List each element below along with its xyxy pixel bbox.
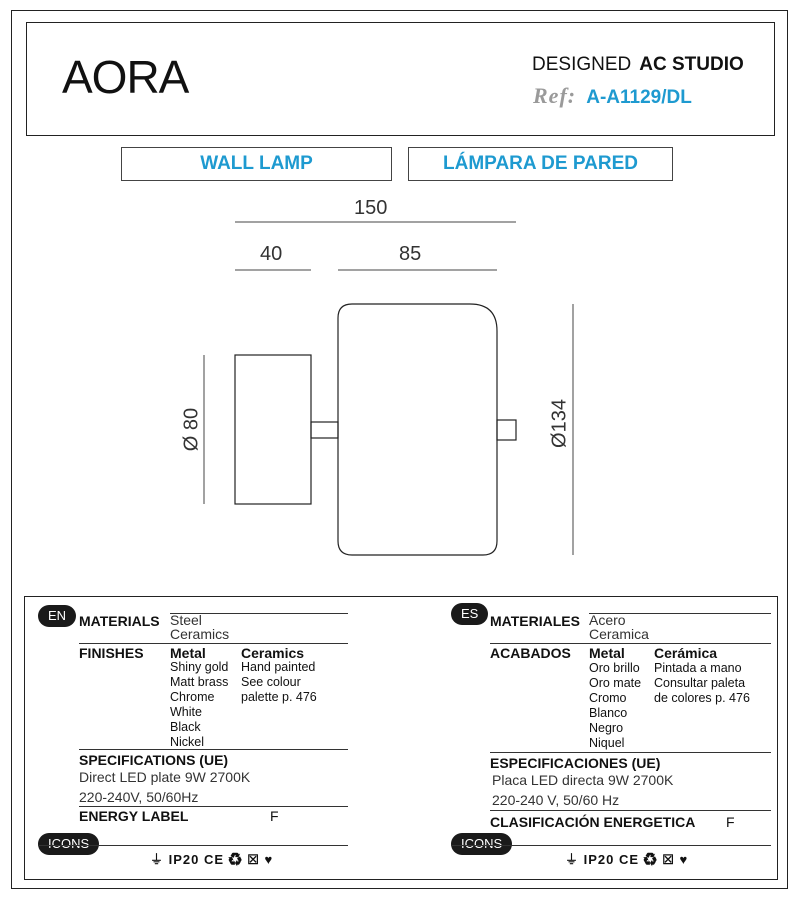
ceramics-finish-item: Consultar paleta [654, 676, 746, 690]
metal-finish-item: Blanco [589, 706, 628, 720]
spec-line-es: Placa LED directa 9W 2700K [492, 772, 674, 788]
metal-finish-item: White [170, 705, 202, 719]
ceramics-finish-item: de colores p. 476 [654, 691, 750, 705]
dim-base-diameter-label: Ø 80 [180, 407, 203, 452]
wall-base [235, 355, 311, 504]
energy-label-en: ENERGY LABEL [79, 808, 189, 824]
materials-item-es: Acero [589, 612, 626, 628]
dim-base-label: 40 [260, 243, 283, 265]
dim-shade-label: 85 [399, 243, 422, 265]
ceramics-finish-item: palette p. 476 [241, 690, 317, 704]
spec-label-en: SPECIFICATIONS (UE) [79, 752, 229, 768]
certification-icons-en: ⏚ IP20 CE ♻ ☒ ♥ [150, 852, 274, 867]
studio-name: AC STUDIO [639, 54, 744, 75]
ceramics-finish-item: Hand painted [241, 660, 316, 674]
divider [490, 643, 771, 644]
dim-total-label: 150 [354, 197, 388, 219]
materials-item-en: Ceramics [170, 626, 230, 642]
product-name: AORA [62, 51, 189, 103]
divider [490, 810, 771, 811]
metal-finish-item: Shiny gold [170, 660, 229, 674]
divider [451, 845, 771, 846]
ref-code: A-A1129/DL [586, 87, 692, 108]
metal-finish-item: Negro [589, 721, 624, 735]
ref-label: Ref: [533, 83, 577, 108]
lang-badge-es: ES [451, 603, 488, 625]
energy-value-es: F [726, 814, 735, 830]
metal-finish-item: Black [170, 720, 201, 734]
metal-finish-item: Oro brillo [589, 661, 640, 675]
divider [170, 613, 348, 614]
lang-badge-en: EN [38, 605, 76, 627]
icons-badge-en: ICONS [38, 833, 99, 855]
icons-badge-es: ICONS [451, 833, 512, 855]
name-es: LÁMPARA DE PARED [443, 153, 638, 174]
metal-finish-item: Nickel [170, 735, 205, 749]
spec-line-en: Direct LED plate 9W 2700K [79, 769, 251, 785]
metal-finish-item: Chrome [170, 690, 215, 704]
spec-line-es: 220-240 V, 50/60 Hz [492, 792, 620, 808]
ceramics-heading-es: Cerámica [654, 645, 718, 661]
finishes-label-es: ACABADOS [490, 645, 571, 661]
lamp-shade [338, 304, 497, 555]
divider [589, 613, 771, 614]
materials-item-en: Steel [170, 612, 202, 628]
energy-value-en: F [270, 808, 279, 824]
spec-line-en: 220-240V, 50/60Hz [79, 789, 199, 805]
materials-item-es: Ceramica [589, 626, 649, 642]
divider [79, 749, 348, 750]
certification-icons-es: ⏚ IP20 CE ♻ ☒ ♥ [565, 852, 689, 867]
divider [38, 845, 348, 846]
materials-label-en: MATERIALS [79, 613, 160, 629]
spec-panel [24, 596, 778, 880]
finishes-label-en: FINISHES [79, 645, 144, 661]
ceramics-heading-en: Ceramics [241, 645, 305, 661]
metal-finish-item: Cromo [589, 691, 627, 705]
metal-heading-es: Metal [589, 645, 625, 661]
dim-shade-diameter-label: Ø134 [548, 399, 571, 448]
ceramics-finish-item: Pintada a mano [654, 661, 742, 675]
divider [490, 752, 771, 753]
materials-label-es: MATERIALES [490, 613, 580, 629]
metal-finish-item: Oro mate [589, 676, 642, 690]
divider [79, 643, 348, 644]
metal-heading-en: Metal [170, 645, 206, 661]
connector-rod [311, 422, 338, 438]
ceramics-finish-item: See colour [241, 675, 301, 689]
divider [79, 806, 348, 807]
energy-label-es: CLASIFICACIÓN ENERGETICA [490, 814, 696, 830]
designed-label: DESIGNED [532, 54, 632, 75]
metal-finish-item: Niquel [589, 736, 625, 750]
end-cap [497, 420, 516, 440]
name-en: WALL LAMP [200, 153, 313, 174]
spec-label-es: ESPECIFICACIONES (UE) [490, 755, 661, 771]
metal-finish-item: Matt brass [170, 675, 229, 689]
